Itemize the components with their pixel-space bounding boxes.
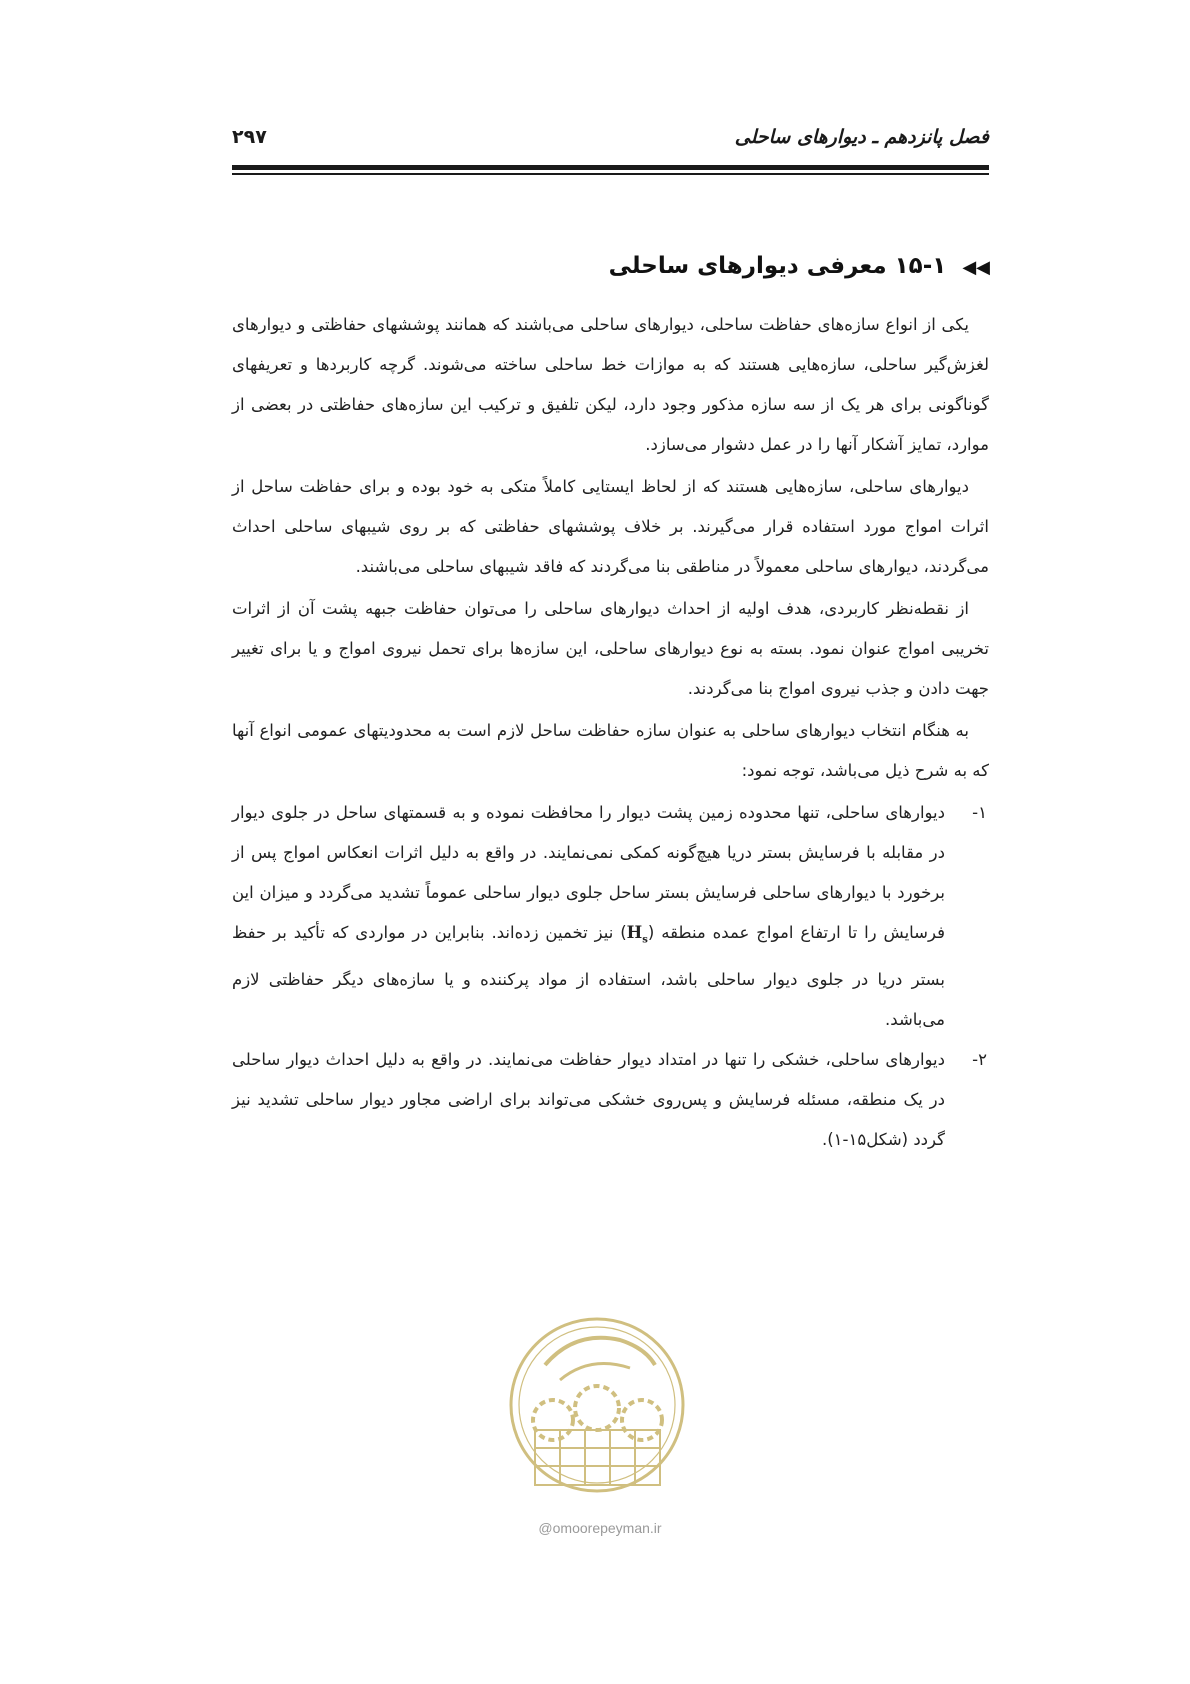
paragraph: به هنگام انتخاب دیوارهای ساحلی به عنوان سازه حفاظت ساحل لازم است به محدودیتهای عمومی انواع آنها که به شرح ذیل می‌باشد، توجه نمود: — [232, 721, 989, 780]
list-item — [232, 793, 989, 1040]
list-number: ۲- — [972, 1050, 987, 1070]
watermark-site-text — [480, 1520, 720, 1536]
body-text — [232, 305, 989, 1160]
list-item — [232, 1040, 989, 1160]
page-number: ۲۹۷ — [232, 126, 267, 148]
page-header — [232, 126, 989, 156]
symbol-letter: H — [626, 923, 643, 942]
paragraph: یکی از انواع سازه‌های حفاظت ساحلی، دیوارهای ساحلی می‌باشند که همانند پوششهای حفاظتی و دیوارهای لغزش‌گیر ساحلی، سازه‌هایی هستند که به موازات خط ساحلی ساخته می‌شوند. گرچه کاربردها و تعریفهای گوناگونی برای هر یک از سه سازه مذکور وجود دارد، لیکن تلفیق و ترکیب این سازه‌های حفاظتی در بعضی از موارد، تمایز آشکار آنها را در عمل دشوار می‌سازد. — [232, 315, 989, 454]
paragraph: دیوارهای ساحلی، سازه‌هایی هستند که از لحاظ ایستایی کاملاً متکی به خود بوده و برای حفاظت ساحل از اثرات امواج مورد استفاده قرار می‌گیرند. بر خلاف پوششهای حفاظتی که بر روی شیبهای ساحلی احداث می‌گردند، دیوارهای ساحلی معمولاً در مناطقی بنا می‌گردند که فاقد شیبهای ساحلی می‌باشند. — [232, 477, 989, 576]
numbered-list — [232, 793, 989, 1160]
watermark-seal-icon — [505, 1310, 690, 1510]
header-rule-thin — [232, 173, 989, 175]
list-item-text — [232, 803, 945, 1029]
section-heading — [609, 253, 990, 279]
list-item-text-part: دیوارهای ساحلی، تنها محدوده زمین پشت دیوار را محافظت نموده و به قسمتهای ساحل در جلوی دیوار در مقابله با فرسایش بستر دریا هیچ‌گونه کمکی نمی‌نمایند. در واقع به دلیل اثرات انعکاس امواج پس از برخورد با دیوارهای ساحلی فرسایش بستر ساحل جلوی دیوار ساحلی عموماً تشدید می‌گردد و میزان این فرسایش را تا ارتفاع امواج عمده منطقه ( — [232, 803, 946, 942]
section-heading-text: ۱۵-۱ معرفی دیوارهای ساحلی — [608, 253, 947, 279]
double-arrow-icon: ◀◀ — [962, 257, 990, 278]
paragraph: از نقطه‌نظر کاربردی، هدف اولیه از احداث دیوارهای ساحلی را می‌توان حفاظت جبهه پشت آن از اثرات تخریبی امواج عنوان نمود. بسته به نوع دیوارهای ساحلی، این سازه‌ها برای تحمل نیروی امواج و یا برای تغییر جهت دادن و جذب نیروی امواج بنا می‌گردند. — [232, 599, 989, 698]
header-rule-thick — [232, 165, 989, 170]
list-item-text: دیوارهای ساحلی، خشکی را تنها در امتداد دیوار حفاظت می‌نمایند. در واقع به دلیل احداث دیوار ساحلی در یک منطقه، مسئله فرسایش و پس‌روی خشکی می‌تواند برای اراضی مجاور دیوار ساحلی تشدید نیز گردد (شکل۱۵-۱). — [232, 1050, 945, 1150]
at-icon: @ — [538, 1520, 553, 1536]
symbol-subscript: s — [642, 934, 648, 946]
list-number: ۱- — [972, 803, 987, 822]
wave-height-symbol — [626, 923, 648, 946]
list-item-text-part: ) نیز تخمین زده‌اند. بنابراین در مواردی که تأکید بر حفظ بستر دریا در جلوی دیوار ساحلی باشد، استفاده از مواد پرکننده و یا سازه‌های دیگر حفاظتی لازم می‌باشد. — [232, 923, 945, 1030]
chapter-title: فصل پانزدهم ـ دیوارهای ساحلی — [734, 126, 989, 148]
watermark-site: omoorepeyman.ir — [552, 1520, 662, 1536]
